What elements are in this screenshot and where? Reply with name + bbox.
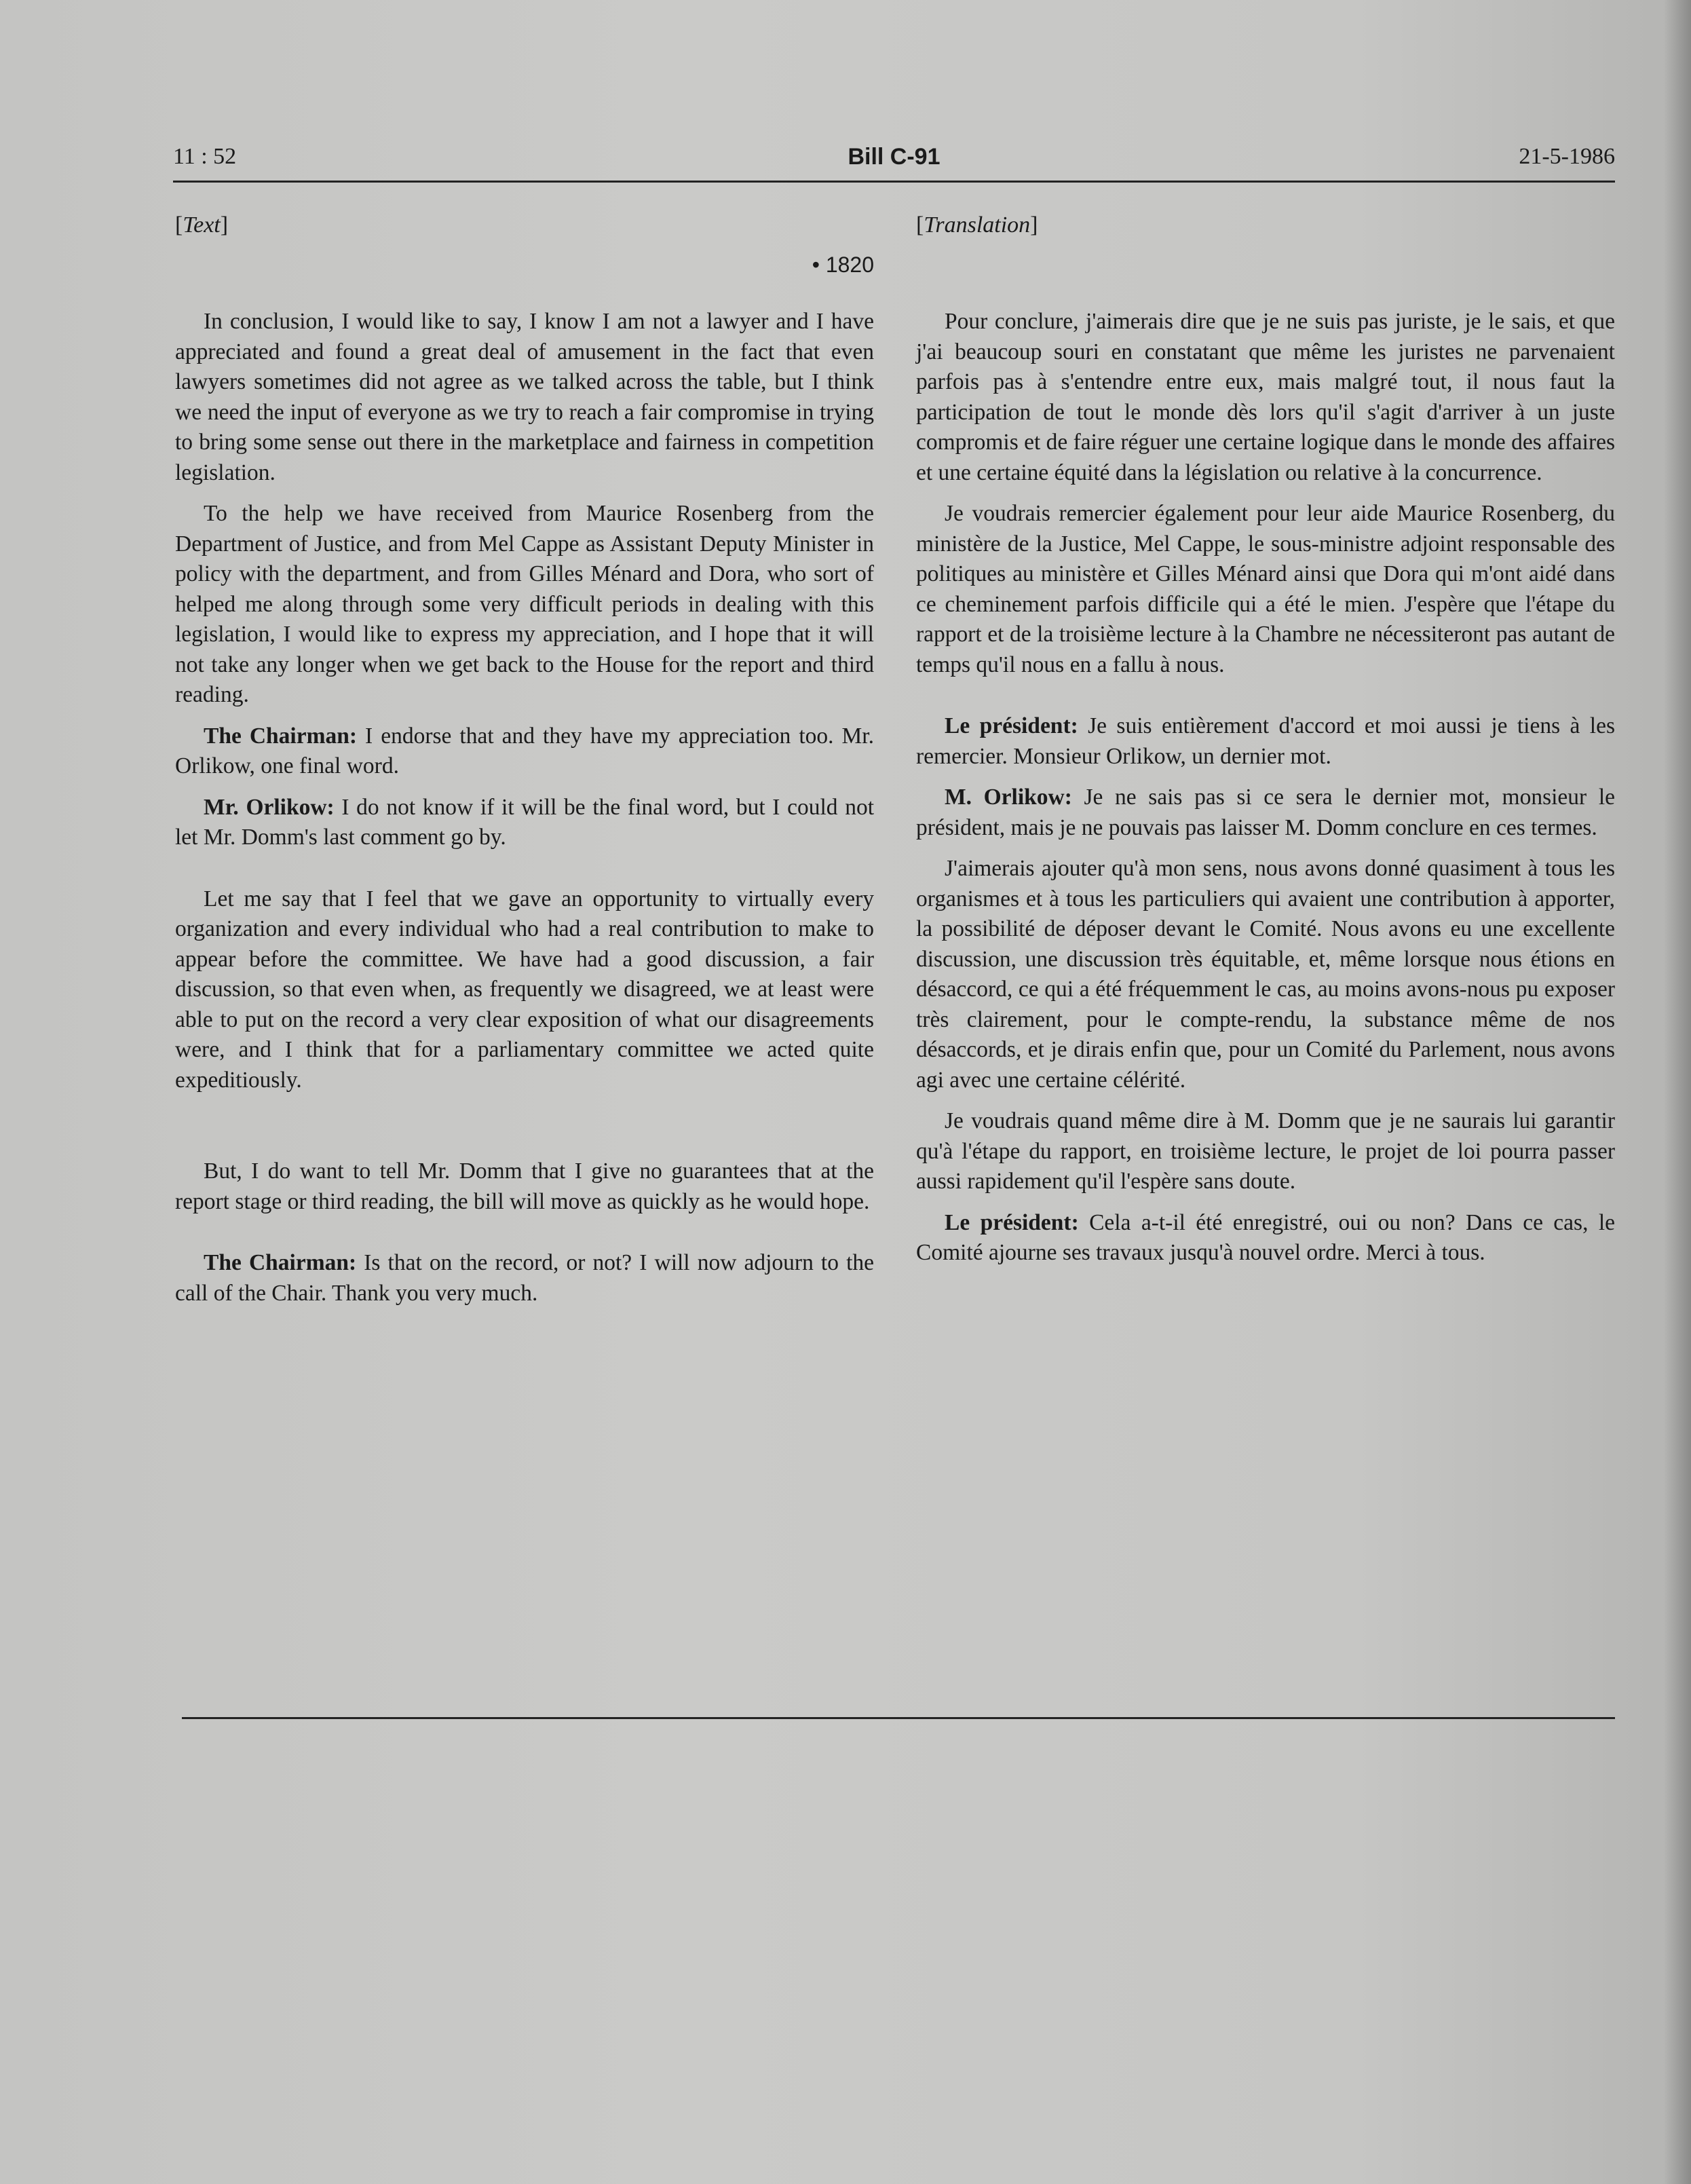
english-column bbox=[175, 210, 874, 1319]
header-rule bbox=[173, 181, 1615, 183]
translation-label: [Translation] bbox=[916, 212, 1038, 238]
paragraph: The Chairman: Is that on the record, or not? I will now adjourn to the call of the Chair. Thank you very much. bbox=[175, 1250, 874, 1306]
paragraph: Pour conclure, j'aimerais dire que je ne suis pas juriste, je le sais, et que j'ai beaucoup souri en constatant que même les juristes ne parvenaient parfois pas à s'entendre entre eux, mais malgré tout, il nous faut la participation de tout le monde dès lors qu'il s'agit d'arriver à un juste compromis et de faire réguer une certaine logique dans le monde des affaires et une certaine équité dans la législation ou relative à la concurrence. bbox=[916, 309, 1616, 485]
bill-title: Bill C-91 bbox=[848, 144, 940, 170]
marker-spacer bbox=[916, 243, 1615, 307]
paragraph: Le président: Je suis entièrement d'accord et moi aussi je tiens à les remercier. Monsieur Orlikow, un dernier mot. bbox=[916, 713, 1615, 769]
page-shadow-edge bbox=[1664, 0, 1691, 2184]
speaker-name: The Chairman: bbox=[204, 1250, 357, 1275]
paragraph: But, I do want to tell Mr. Domm that I give no guarantees that at the report stage or third reading, the bill will move as quickly as he would hope. bbox=[175, 1159, 874, 1214]
paragraph: Le président: Cela a-t-il été enregistré, oui ou non? Dans ce cas, le Comité ajourne ses travaux jusqu'à nouvel ordre. Merci à tous. bbox=[916, 1209, 1615, 1265]
speaker-name: M. Orlikow: bbox=[945, 785, 1072, 810]
paragraph: The Chairman: I endorse that and they have my appreciation too. Mr. Orlikow, one final word. bbox=[175, 723, 874, 778]
paragraph: J'aimerais ajouter qu'à mon sens, nous avons donné quasiment à tous les organismes et à tous les particuliers qui avaient une contribution à apporter, la possibilité de déposer devant le Comité. Nous avons eu une excellente discussion, une discussion très équitable, et, même lorsque nous étions en désaccord, ce qui a été fréquemment le cas, au moins avons-nous pu exposer très clairement, pour le compte-rendu, la substance même de nos désaccords, et je dirais enfin que, pour un Comité du Parlement, nous avons agi avec une certaine célérité. bbox=[916, 856, 1615, 1093]
footer-rule bbox=[182, 1717, 1615, 1719]
page-number: 11 : 52 bbox=[173, 144, 237, 169]
french-column bbox=[916, 210, 1615, 1279]
speaker-name: The Chairman: bbox=[204, 723, 358, 749]
time-marker: • 1820 bbox=[812, 252, 874, 277]
speaker-name: Mr. Orlikow: bbox=[204, 794, 335, 820]
paragraph: To the help we have received from Maurice Rosenberg from the Department of Justice, and from Mel Cappe as Assistant Deputy Minister in policy with the department, and from Gilles Ménard and Dora, who sort of helped me along through some very difficult periods in dealing with this legislation, I would like to express my appreciation, and I hope that it will not take any longer when we get back to the House for the report and third reading. bbox=[175, 501, 874, 707]
text-label: [Text] bbox=[175, 212, 229, 238]
page-header bbox=[173, 144, 1615, 185]
speaker-name: Le président: bbox=[945, 1209, 1079, 1235]
paragraph: Let me say that I feel that we gave an opportunity to virtually every organization and every individual who had a real contribution to make to appear before the committee. We have had a good discussion, a fair discussion, so that even when, as frequently we disagreed, we at least were able to put on the record a very clear exposition of what our disagreements were, and I think that for a parliamentary committee we acted quite expeditiously. bbox=[175, 886, 874, 1093]
paragraph: Je voudrais quand même dire à M. Domm que je ne saurais lui garantir qu'à l'étape du rapport, en troisième lecture, le projet de loi pourra passer aussi rapidement qu'il l'espère sans doute. bbox=[916, 1108, 1615, 1194]
paragraph: In conclusion, I would like to say, I know I am not a lawyer and I have appreciated and found a great deal of amusement in the fact that even lawyers sometimes did not agree as we talked across the table, but I think we need the input of everyone as we try to reach a fair compromise in trying to bring some sense out there in the marketplace and fairness in competition legislation. bbox=[175, 309, 874, 485]
paragraph: M. Orlikow: Je ne sais pas si ce sera le dernier mot, monsieur le président, mais je ne pouvais pas laisser M. Domm conclure en ces termes. bbox=[916, 785, 1615, 840]
paragraph: Mr. Orlikow: I do not know if it will be the final word, but I could not let Mr. Domm's last comment go by. bbox=[175, 794, 875, 850]
speaker-name: Le président: bbox=[945, 713, 1078, 738]
header-date: 21-5-1986 bbox=[1519, 144, 1615, 169]
paragraph: Je voudrais remercier également pour leur aide Maurice Rosenberg, du ministère de la Justice, Mel Cappe, le sous-ministre adjoint responsable des politiques au ministère et Gilles Ménard ainsi que Dora qui m'ont aidé dans ce cheminement parfois difficile qui a été le mien. J'espère que l'étape du rapport et de la troisième lecture à la Chambre ne nécessiteront pas autant de temps qu'il nous en a fallu à nous. bbox=[916, 501, 1615, 677]
